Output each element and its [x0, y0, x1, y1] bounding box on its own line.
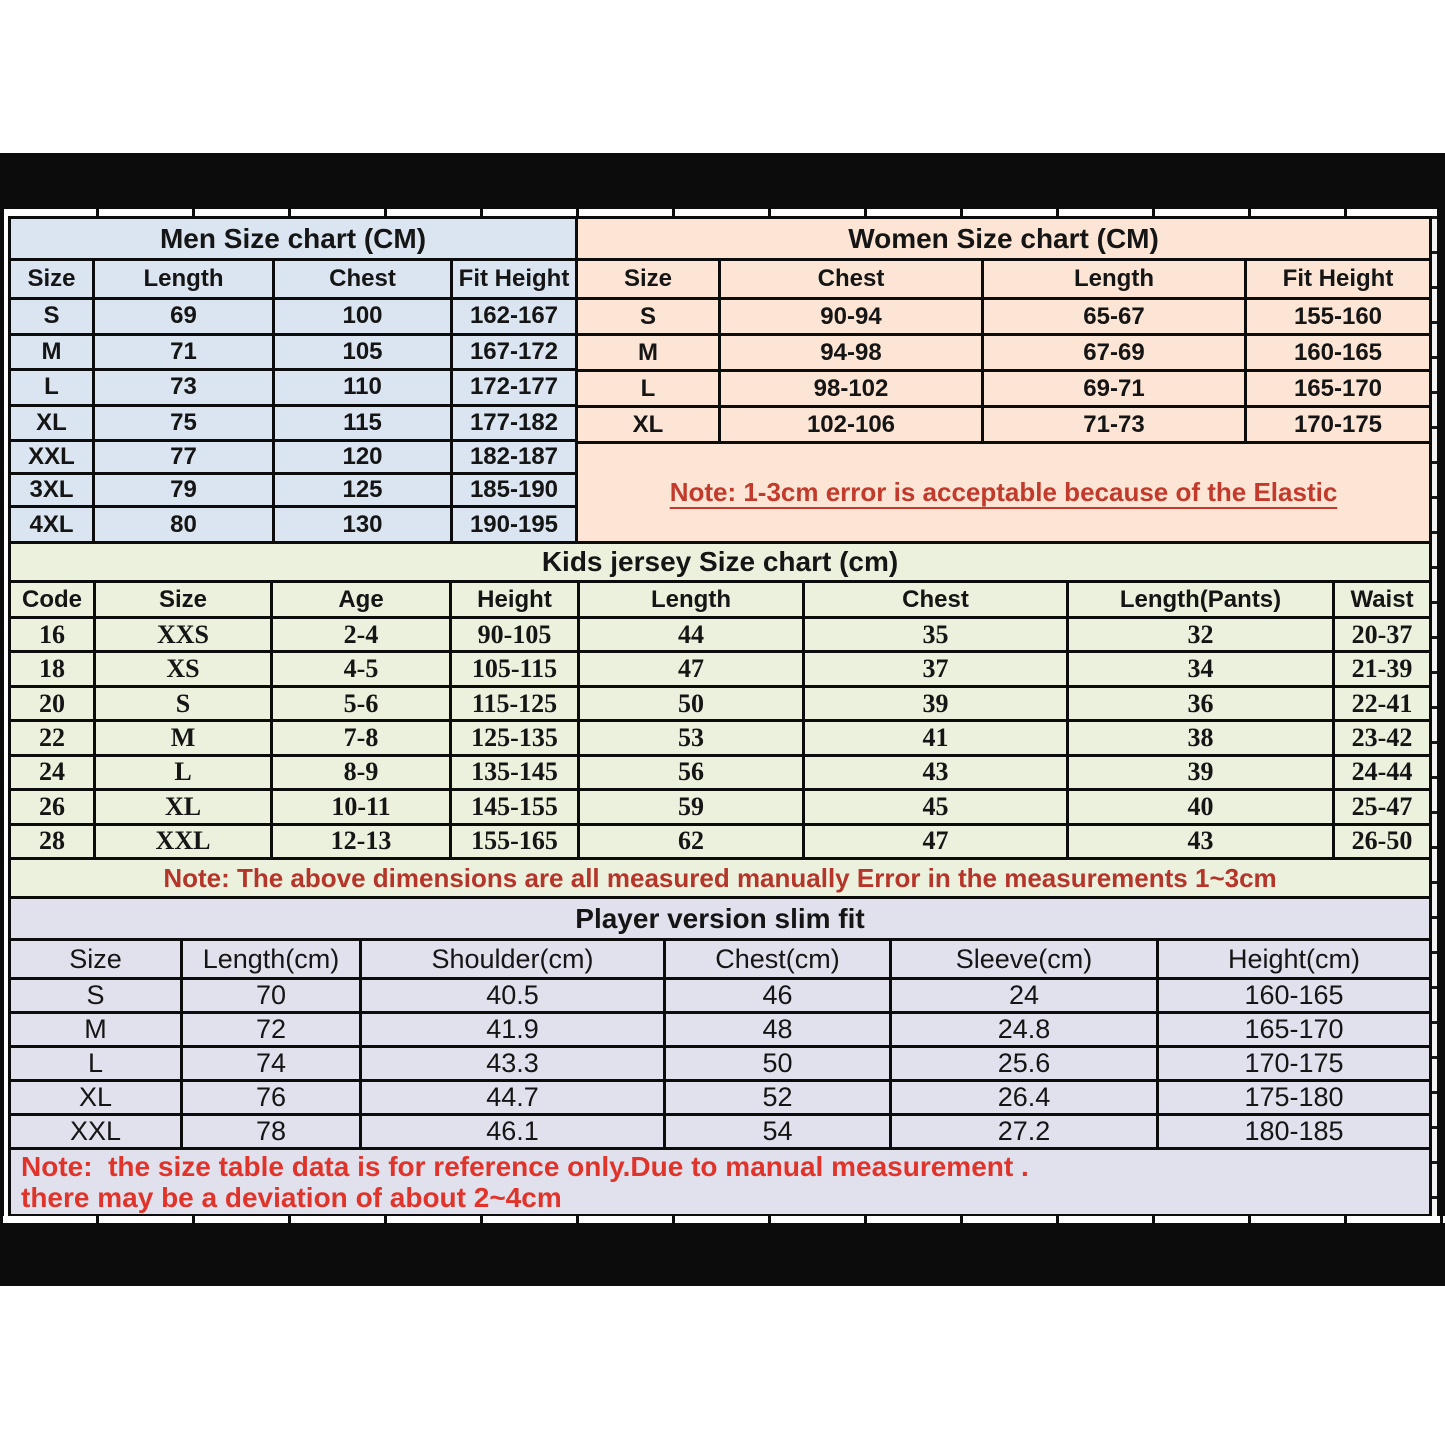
kids-measurement-note: Note: The above dimensions are all measured manually Error in the measurements 1~3cm — [163, 862, 1277, 893]
men-cell: 75 — [95, 407, 275, 443]
kids-cell: XXL — [96, 826, 273, 860]
player-cell: 180-185 — [1159, 1116, 1429, 1150]
player-header-cell: Height(cm) — [1159, 941, 1429, 980]
size-chart-sheet — [8, 216, 1432, 1216]
kids-cell: L — [96, 757, 273, 791]
men-header-cell: Chest — [275, 261, 453, 300]
player-cell: 24.8 — [892, 1014, 1159, 1048]
table-row — [11, 1082, 1429, 1116]
kids-cell: 4-5 — [273, 653, 452, 687]
women-cell: 160-165 — [1247, 336, 1429, 372]
men-cell: 100 — [275, 300, 453, 336]
table-row — [578, 372, 1429, 408]
kids-cell: 56 — [580, 757, 805, 791]
kids-header-cell: Waist — [1335, 583, 1429, 619]
bottom-black-band — [0, 1223, 1445, 1286]
player-cell: S — [11, 980, 183, 1014]
men-cell: 162-167 — [453, 300, 575, 336]
player-cell: 160-165 — [1159, 980, 1429, 1014]
kids-cell: 20 — [11, 688, 96, 722]
grid-ticks-bottom — [0, 1216, 1445, 1223]
player-cell: 24 — [892, 980, 1159, 1014]
table-row — [11, 1116, 1429, 1150]
men-cell: 182-187 — [453, 442, 575, 475]
men-header-cell: Length — [95, 261, 275, 300]
kids-cell: 44 — [580, 619, 805, 653]
player-cell: 27.2 — [892, 1116, 1159, 1150]
table-row — [11, 407, 575, 443]
men-cell: 77 — [95, 442, 275, 475]
kids-cell: 5-6 — [273, 688, 452, 722]
player-cell: 46 — [666, 980, 892, 1014]
men-header-cell: Fit Height — [453, 261, 575, 300]
kids-cell: 25-47 — [1335, 791, 1429, 825]
right-edge-row-lines — [1432, 216, 1437, 1216]
women-chart-header-row — [578, 261, 1429, 300]
player-version-chart — [11, 899, 1429, 1214]
player-cell: 170-175 — [1159, 1048, 1429, 1082]
kids-header-cell: Height — [452, 583, 580, 619]
kids-cell: 20-37 — [1335, 619, 1429, 653]
player-header-cell: Shoulder(cm) — [362, 941, 666, 980]
women-header-cell: Fit Height — [1247, 261, 1429, 300]
women-cell: 102-106 — [721, 408, 984, 444]
table-row — [578, 336, 1429, 372]
player-cell: 41.9 — [362, 1014, 666, 1048]
kids-cell: 8-9 — [273, 757, 452, 791]
table-row — [11, 336, 575, 372]
kids-cell: 2-4 — [273, 619, 452, 653]
player-cell: 52 — [666, 1082, 892, 1116]
kids-cell: XS — [96, 653, 273, 687]
player-cell: 25.6 — [892, 1048, 1159, 1082]
women-cell: 69-71 — [984, 372, 1247, 408]
table-row — [11, 508, 575, 541]
kids-cell: 43 — [1069, 826, 1335, 860]
women-cell: 71-73 — [984, 408, 1247, 444]
table-row — [578, 408, 1429, 444]
women-header-cell: Size — [578, 261, 721, 300]
women-cell: XL — [578, 408, 721, 444]
table-row — [11, 688, 1429, 722]
kids-cell: 40 — [1069, 791, 1335, 825]
reference-note-line2: there may be a deviation of about 2~4cm — [21, 1182, 562, 1213]
kids-header-cell: Length(Pants) — [1069, 583, 1335, 619]
women-elastic-note-text: Note: 1-3cm error is acceptable because of the Elastic — [669, 477, 1338, 507]
kids-cell: 22 — [11, 722, 96, 756]
kids-cell: M — [96, 722, 273, 756]
player-header-cell: Size — [11, 941, 183, 980]
table-row — [11, 371, 575, 407]
kids-cell: 53 — [580, 722, 805, 756]
player-cell: 48 — [666, 1014, 892, 1048]
women-cell: 67-69 — [984, 336, 1247, 372]
table-row — [11, 980, 1429, 1014]
kids-cell: 37 — [805, 653, 1069, 687]
kids-cell: 35 — [805, 619, 1069, 653]
player-cell: 78 — [183, 1116, 362, 1150]
table-row — [11, 475, 575, 508]
kids-cell: 36 — [1069, 688, 1335, 722]
kids-cell: 47 — [805, 826, 1069, 860]
kids-cell: S — [96, 688, 273, 722]
right-black-edge — [1437, 209, 1445, 1223]
kids-cell: 47 — [580, 653, 805, 687]
table-row — [11, 757, 1429, 791]
women-cell: 165-170 — [1247, 372, 1429, 408]
kids-cell: 145-155 — [452, 791, 580, 825]
men-cell: L — [11, 371, 95, 407]
table-row — [11, 722, 1429, 756]
men-cell: 125 — [275, 475, 453, 508]
reference-note-line1: Note: the size table data is for reference only.Due to manual measurement . — [21, 1151, 1029, 1182]
player-header-cell: Length(cm) — [183, 941, 362, 980]
men-cell: 185-190 — [453, 475, 575, 508]
player-cell: 46.1 — [362, 1116, 666, 1150]
kids-header-cell: Length — [580, 583, 805, 619]
kids-header-cell: Chest — [805, 583, 1069, 619]
men-cell: 80 — [95, 508, 275, 541]
women-header-cell: Length — [984, 261, 1247, 300]
grid-ticks-top — [0, 209, 1445, 216]
men-cell: 120 — [275, 442, 453, 475]
kids-size-chart — [11, 544, 1429, 899]
table-row — [11, 1014, 1429, 1048]
kids-cell: XL — [96, 791, 273, 825]
women-cell: M — [578, 336, 721, 372]
kids-cell: 59 — [580, 791, 805, 825]
table-row — [11, 941, 1429, 980]
men-cell: 172-177 — [453, 371, 575, 407]
kids-cell: 41 — [805, 722, 1069, 756]
men-cell: 69 — [95, 300, 275, 336]
men-cell: 3XL — [11, 475, 95, 508]
women-cell: 94-98 — [721, 336, 984, 372]
player-header-cell: Sleeve(cm) — [892, 941, 1159, 980]
women-cell: L — [578, 372, 721, 408]
player-cell: 26.4 — [892, 1082, 1159, 1116]
women-header-cell: Chest — [721, 261, 984, 300]
men-cell: 73 — [95, 371, 275, 407]
top-black-band — [0, 153, 1445, 209]
women-chart-title: Women Size chart (CM) — [578, 219, 1429, 261]
men-cell: 105 — [275, 336, 453, 372]
kids-cell: 125-135 — [452, 722, 580, 756]
men-cell: M — [11, 336, 95, 372]
player-cell: 175-180 — [1159, 1082, 1429, 1116]
women-size-chart — [578, 219, 1429, 541]
player-cell: 54 — [666, 1116, 892, 1150]
reference-only-note — [11, 1150, 1429, 1214]
women-cell: 65-67 — [984, 300, 1247, 336]
kids-cell: 22-41 — [1335, 688, 1429, 722]
table-row — [11, 1048, 1429, 1082]
women-chart-body — [578, 300, 1429, 444]
player-header-cell: Chest(cm) — [666, 941, 892, 980]
kids-header-cell: Age — [273, 583, 452, 619]
men-cell: 177-182 — [453, 407, 575, 443]
player-cell: 40.5 — [362, 980, 666, 1014]
kids-chart-body — [11, 619, 1429, 860]
women-cell: S — [578, 300, 721, 336]
player-chart-title: Player version slim fit — [11, 899, 1429, 941]
kids-cell: 32 — [1069, 619, 1335, 653]
kids-cell: 21-39 — [1335, 653, 1429, 687]
men-cell: 167-172 — [453, 336, 575, 372]
kids-cell: 43 — [805, 757, 1069, 791]
player-cell: 44.7 — [362, 1082, 666, 1116]
table-row — [578, 261, 1429, 300]
player-chart-header-row — [11, 941, 1429, 980]
player-cell: 50 — [666, 1048, 892, 1082]
kids-cell: 39 — [1069, 757, 1335, 791]
player-cell: M — [11, 1014, 183, 1048]
kids-cell: 16 — [11, 619, 96, 653]
kids-cell: 105-115 — [452, 653, 580, 687]
kids-cell: 90-105 — [452, 619, 580, 653]
kids-cell: 45 — [805, 791, 1069, 825]
kids-cell: 18 — [11, 653, 96, 687]
women-cell: 90-94 — [721, 300, 984, 336]
player-cell: 74 — [183, 1048, 362, 1082]
table-row — [11, 619, 1429, 653]
kids-cell: 115-125 — [452, 688, 580, 722]
table-row — [11, 442, 575, 475]
table-row — [11, 300, 575, 336]
player-cell: XXL — [11, 1116, 183, 1150]
kids-cell: 26 — [11, 791, 96, 825]
kids-cell: 23-42 — [1335, 722, 1429, 756]
kids-chart-header-row — [11, 583, 1429, 619]
men-header-cell: Size — [11, 261, 95, 300]
kids-cell: 62 — [580, 826, 805, 860]
player-cell: 43.3 — [362, 1048, 666, 1082]
player-cell: XL — [11, 1082, 183, 1116]
kids-cell: XXS — [96, 619, 273, 653]
player-cell: 72 — [183, 1014, 362, 1048]
kids-cell: 38 — [1069, 722, 1335, 756]
kids-header-cell: Code — [11, 583, 96, 619]
kids-cell: 50 — [580, 688, 805, 722]
men-cell: 110 — [275, 371, 453, 407]
left-black-edge — [0, 209, 4, 1223]
kids-cell: 10-11 — [273, 791, 452, 825]
kids-cell: 135-145 — [452, 757, 580, 791]
men-cell: 4XL — [11, 508, 95, 541]
kids-cell: 39 — [805, 688, 1069, 722]
player-cell: L — [11, 1048, 183, 1082]
men-chart-header-row — [11, 261, 575, 300]
player-cell: 70 — [183, 980, 362, 1014]
table-row — [578, 300, 1429, 336]
men-cell: XL — [11, 407, 95, 443]
kids-cell: 34 — [1069, 653, 1335, 687]
kids-cell: 155-165 — [452, 826, 580, 860]
kids-chart-title: Kids jersey Size chart (cm) — [11, 544, 1429, 583]
table-row — [11, 826, 1429, 860]
men-size-chart — [11, 219, 578, 541]
kids-cell: 26-50 — [1335, 826, 1429, 860]
women-cell: 155-160 — [1247, 300, 1429, 336]
men-cell: 71 — [95, 336, 275, 372]
kids-header-cell: Size — [96, 583, 273, 619]
women-cell: 170-175 — [1247, 408, 1429, 444]
men-cell: S — [11, 300, 95, 336]
kids-cell: 12-13 — [273, 826, 452, 860]
men-cell: 130 — [275, 508, 453, 541]
player-chart-body — [11, 980, 1429, 1150]
kids-cell: 24 — [11, 757, 96, 791]
men-cell: 115 — [275, 407, 453, 443]
kids-cell: 7-8 — [273, 722, 452, 756]
player-cell: 76 — [183, 1082, 362, 1116]
women-cell: 98-102 — [721, 372, 984, 408]
men-cell: XXL — [11, 442, 95, 475]
table-row — [11, 583, 1429, 619]
player-cell: 165-170 — [1159, 1014, 1429, 1048]
kids-cell: 24-44 — [1335, 757, 1429, 791]
table-row — [11, 653, 1429, 687]
table-row — [11, 791, 1429, 825]
adult-charts-band — [11, 219, 1429, 544]
women-elastic-note — [578, 444, 1429, 541]
men-cell: 190-195 — [469, 510, 559, 538]
men-chart-body — [11, 300, 575, 541]
kids-cell: 28 — [11, 826, 96, 860]
table-row — [11, 261, 575, 300]
men-cell: 79 — [95, 475, 275, 508]
men-chart-title: Men Size chart (CM) — [11, 219, 575, 261]
